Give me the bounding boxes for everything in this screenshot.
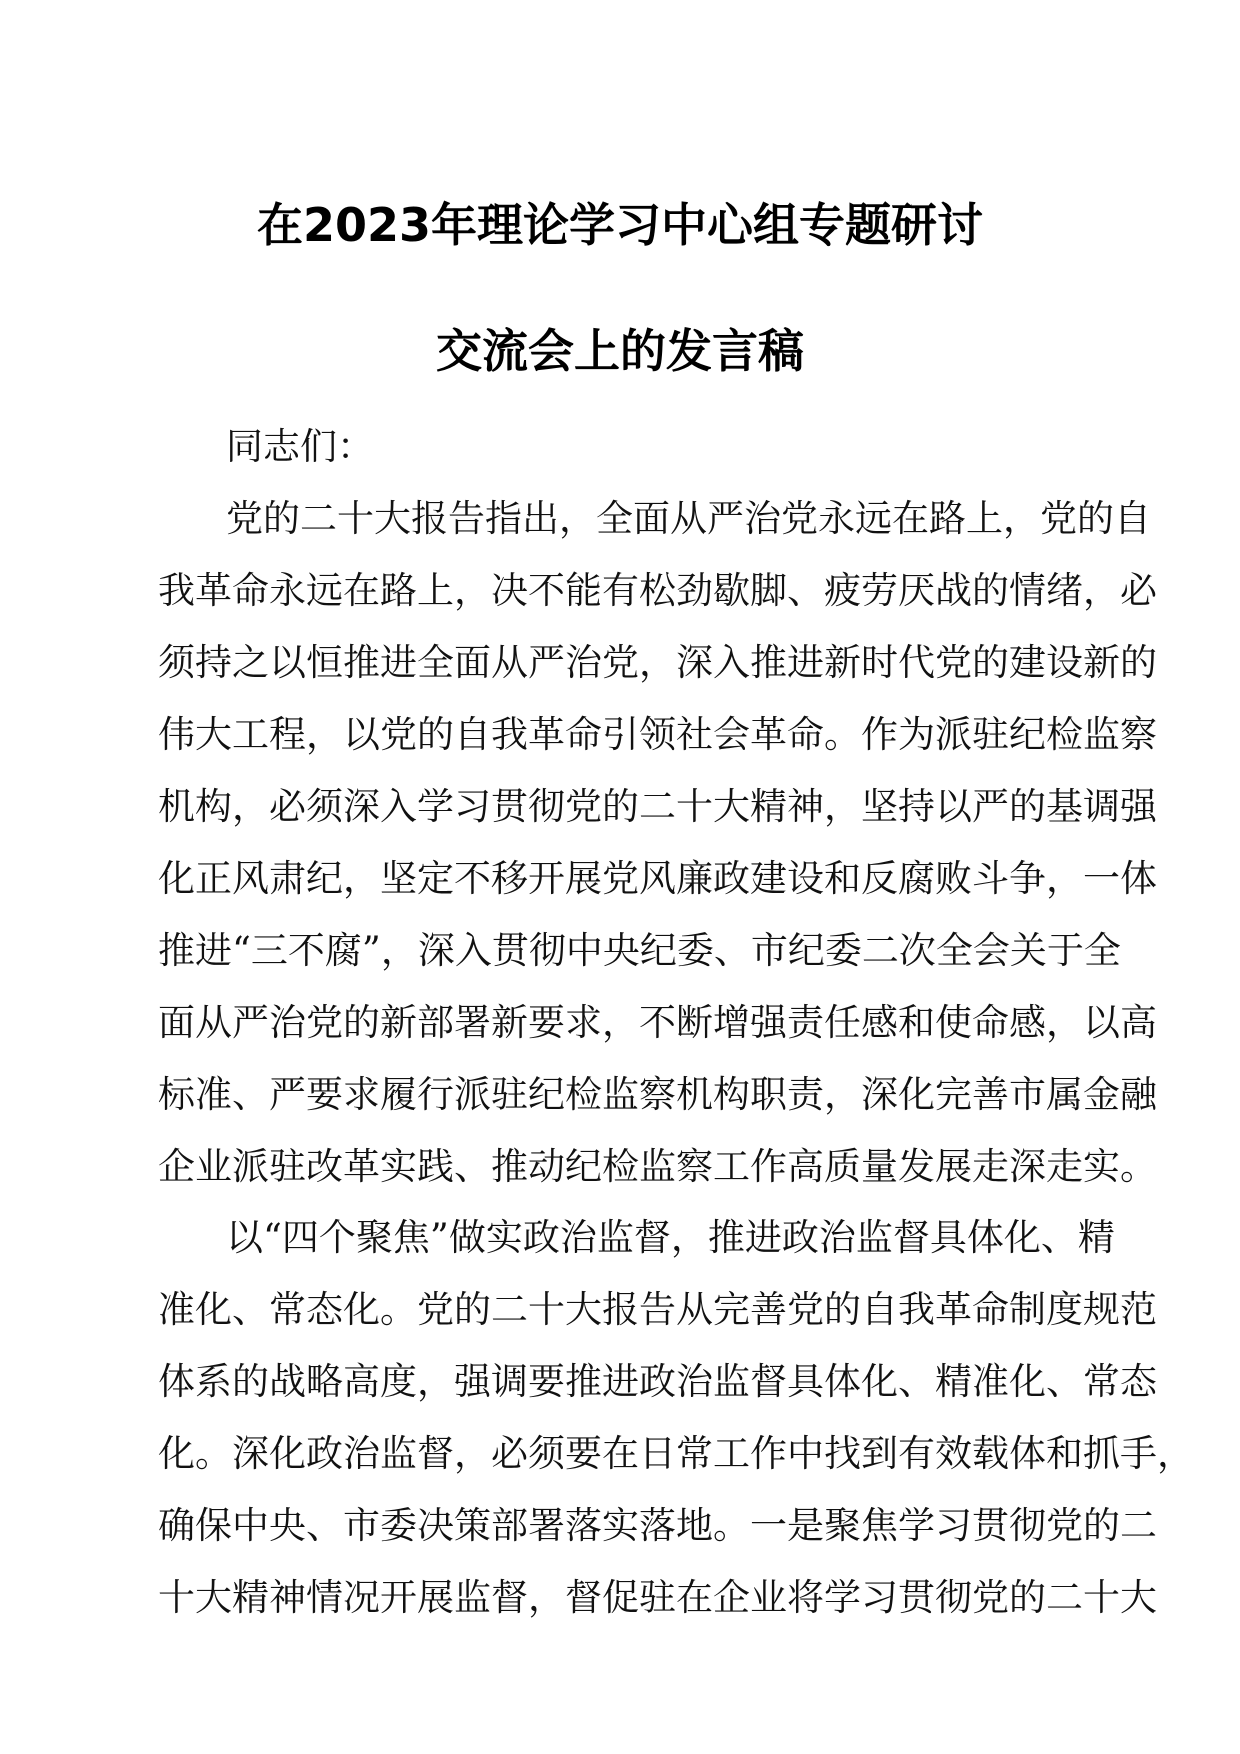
paragraph-1-line: 推进“三不腐”，深入贯彻中央纪委、市纪委二次全会关于全 (158, 929, 1121, 972)
paragraph-2-line: 体系的战略高度，强调要推进政治监督具体化、精准化、常态 (158, 1360, 1157, 1403)
paragraph-2-line: 化。深化政治监督，必须要在日常工作中找到有效载体和抓手， (158, 1432, 1194, 1475)
salutation: 同志们： (226, 425, 374, 468)
paragraph-1-line: 机构，必须深入学习贯彻党的二十大精神，坚持以严的基调强 (158, 785, 1157, 828)
paragraph-1-line: 标准、严要求履行派驻纪检监察机构职责，深化完善市属金融 (158, 1073, 1157, 1116)
paragraph-2-line: 确保中央、市委决策部署落实落地。一是聚焦学习贯彻党的二 (158, 1504, 1157, 1547)
document-title-line-1: 在2023年理论学习中心组专题研讨 (256, 198, 984, 252)
paragraph-1-line: 企业派驻改革实践、推动纪检监察工作高质量发展走深走实。 (158, 1145, 1157, 1188)
paragraph-1-line: 须持之以恒推进全面从严治党，深入推进新时代党的建设新的 (158, 641, 1157, 684)
paragraph-2-line: 以“四个聚焦”做实政治监督，推进政治监督具体化、精 (226, 1216, 1115, 1259)
paragraph-1-line: 化正风肃纪，坚定不移开展党风廉政建设和反腐败斗争，一体 (158, 857, 1157, 900)
paragraph-1-line: 我革命永远在路上，决不能有松劲歇脚、疲劳厌战的情绪，必 (158, 569, 1157, 612)
paragraph-1-line: 党的二十大报告指出，全面从严治党永远在路上，党的自 (226, 497, 1151, 540)
paragraph-1-line: 面从严治党的新部署新要求，不断增强责任感和使命感，以高 (158, 1001, 1157, 1044)
paragraph-2-line: 十大精神情况开展监督，督促驻在企业将学习贯彻党的二十大 (158, 1576, 1157, 1619)
paragraph-1-line: 伟大工程，以党的自我革命引领社会革命。作为派驻纪检监察 (158, 713, 1157, 756)
document-title-line-2: 交流会上的发言稿 (436, 324, 804, 378)
paragraph-2-line: 准化、常态化。党的二十大报告从完善党的自我革命制度规范 (158, 1288, 1157, 1331)
